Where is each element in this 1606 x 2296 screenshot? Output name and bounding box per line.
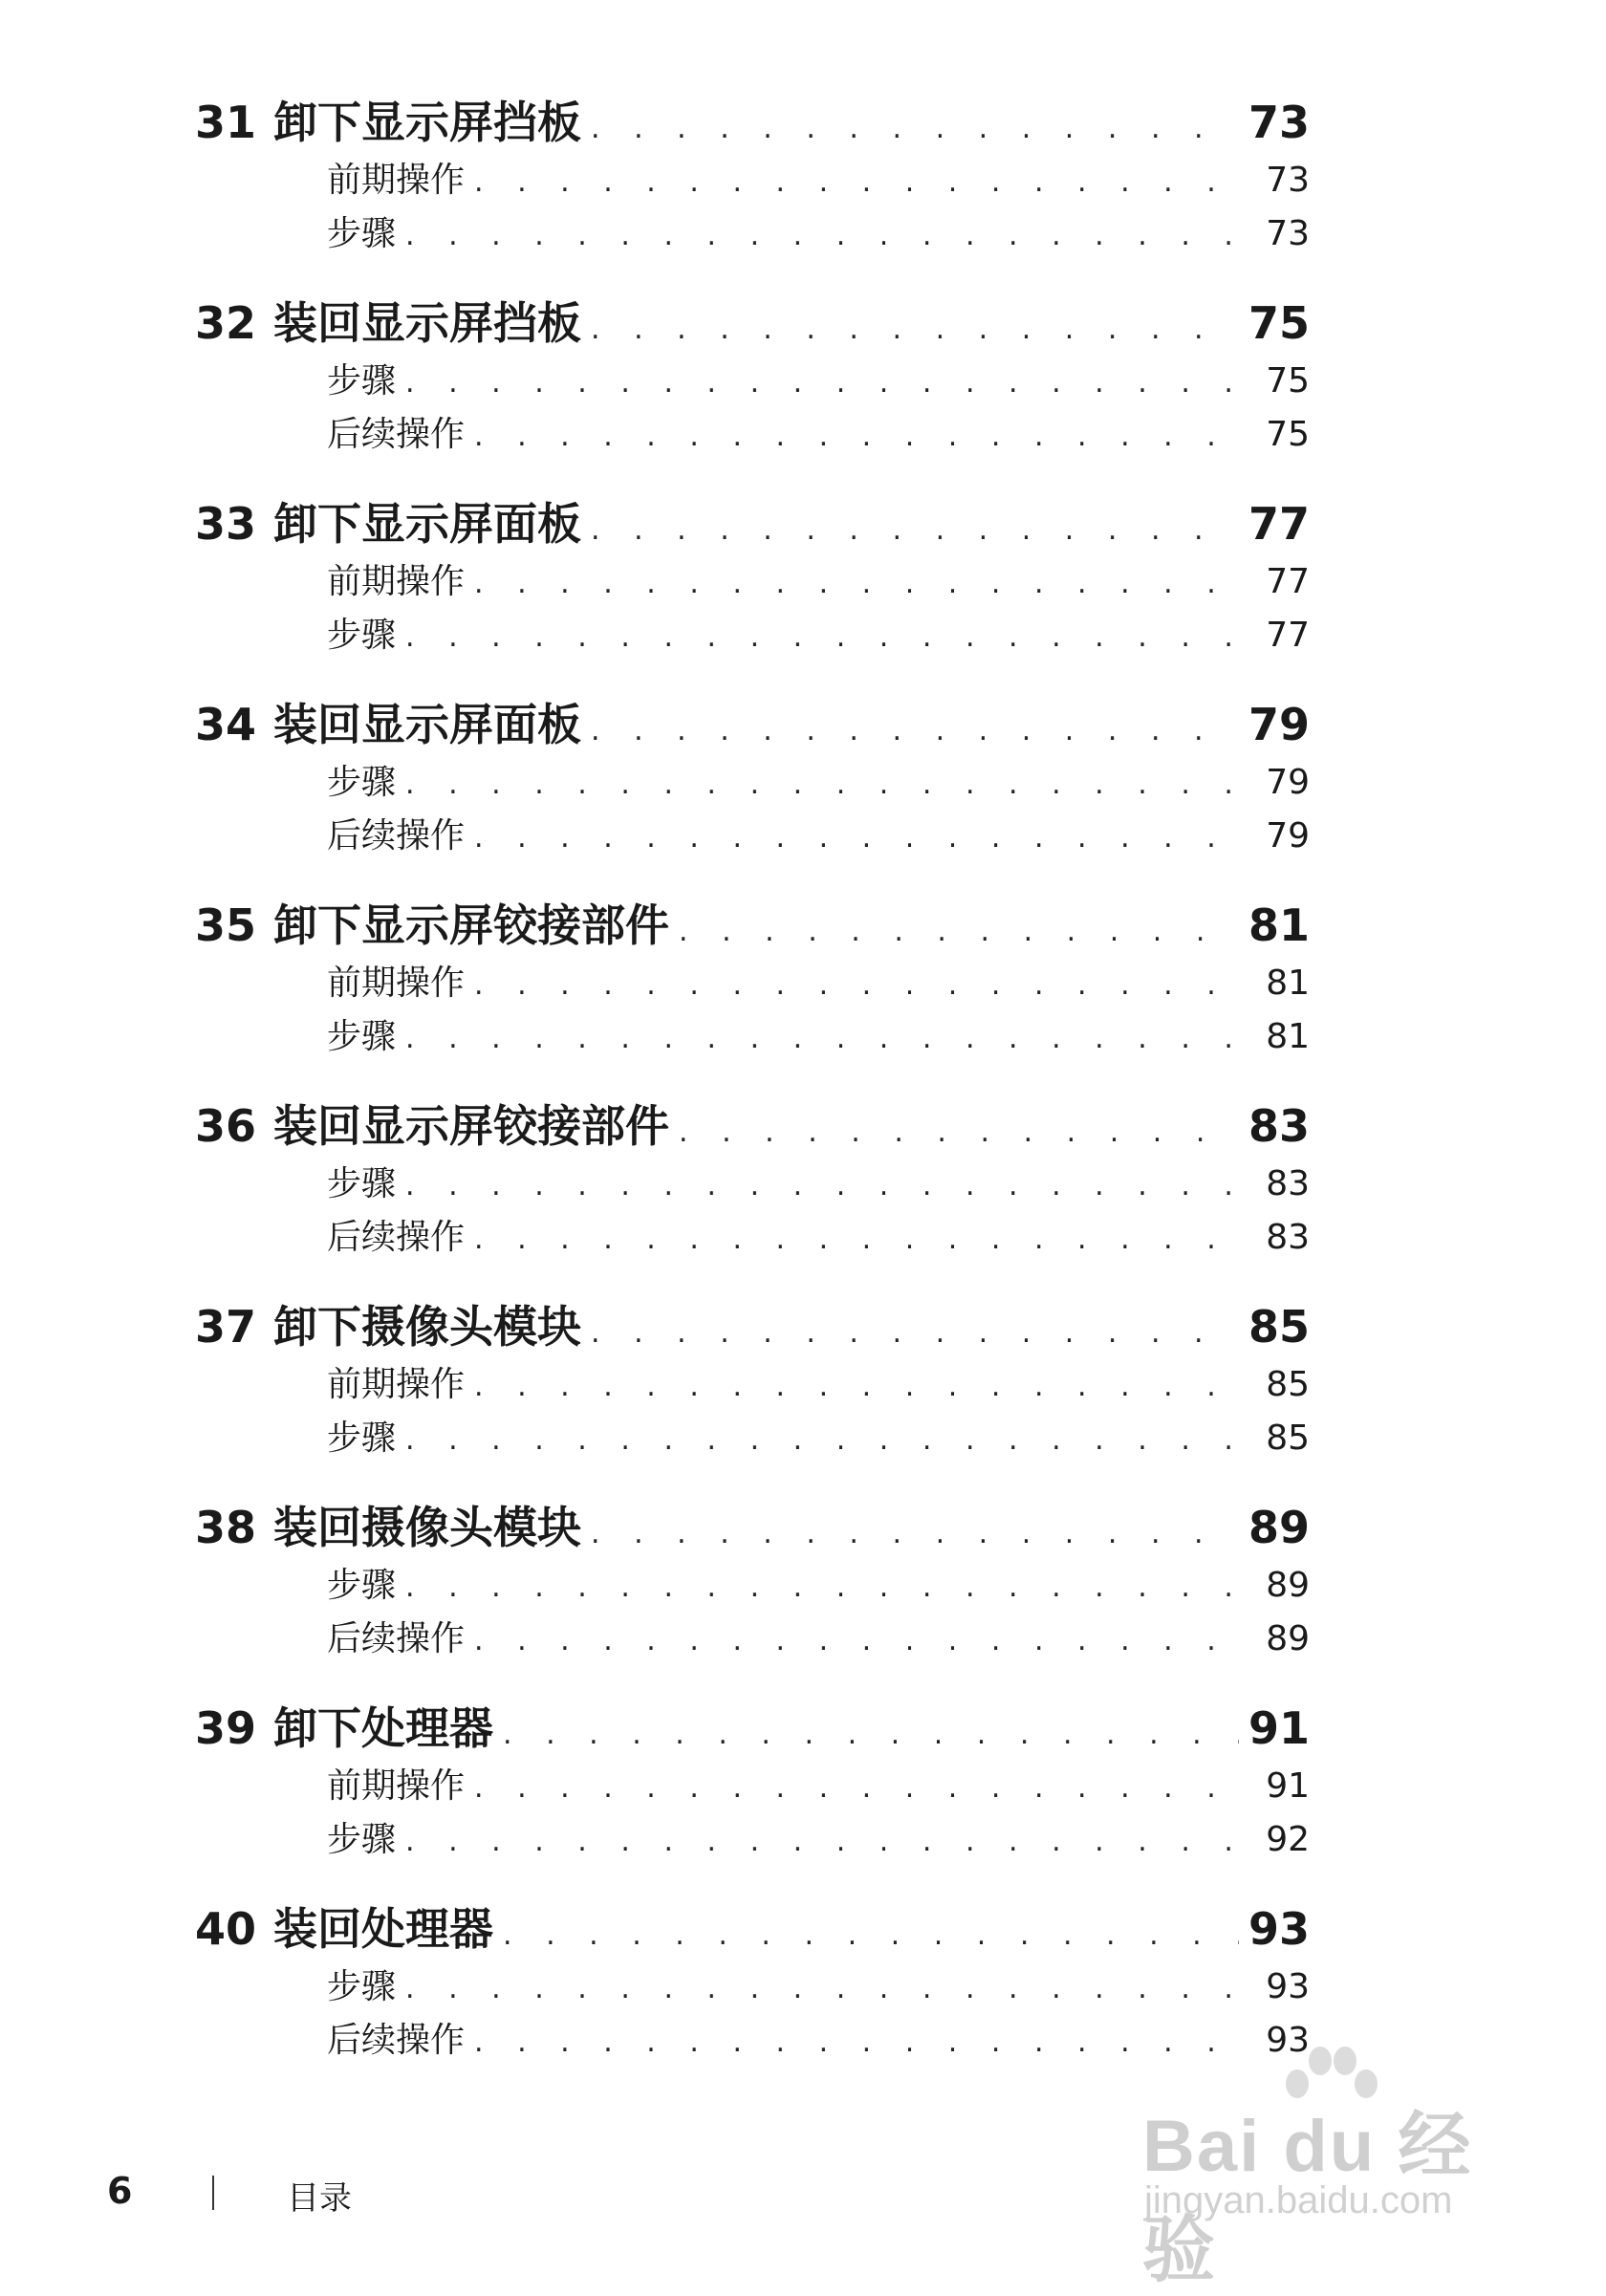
dot-leader [679,1116,1239,1149]
toc-sub-entry[interactable] [327,1812,1310,1860]
sub-entry-label: 步骤 [327,1419,397,1458]
dot-leader [474,1370,1247,1403]
dot-leader [474,1624,1247,1657]
chapter-number: 34 [195,699,257,747]
dot-leader [474,1223,1247,1256]
toc-sub-entry[interactable] [327,809,1310,856]
chapter-number: 38 [195,1502,257,1550]
sub-entry-label: 前期操作 [327,1365,466,1404]
toc-chapter-entry[interactable] [195,1895,1310,1952]
sub-entry-label: 步骤 [327,763,397,802]
chapter-title: 装回显示屏挡板 [273,297,581,346]
dot-leader [591,313,1239,346]
sub-entry-label: 步骤 [327,1566,397,1605]
toc-chapter [0,690,1606,891]
footer-section-title: 目录 [287,2179,352,2218]
dot-leader [405,1169,1247,1202]
sub-entry-label: 前期操作 [327,161,466,200]
sub-entry-page: 93 [1266,1967,1310,2006]
sub-entry-label: 后续操作 [327,816,466,856]
watermark-url: jingyan.baidu.com [1144,2179,1453,2221]
chapter-number: 35 [195,899,257,948]
chapter-title: 卸下显示屏面板 [273,498,581,547]
sub-entry-page: 85 [1266,1419,1310,1458]
sub-entry-page: 91 [1266,1766,1310,1806]
sub-entry-page: 73 [1266,214,1310,253]
toc-sub-entry[interactable] [327,956,1310,1004]
baidu-watermark [1142,2046,1544,2291]
chapter-page: 73 [1248,97,1310,145]
sub-entry-page: 77 [1266,616,1310,655]
toc-sub-entry[interactable] [327,1612,1310,1659]
chapter-number: 37 [195,1301,257,1350]
chapter-page: 89 [1248,1502,1310,1550]
toc-chapter-entry[interactable] [195,1292,1310,1350]
toc-chapter-entry[interactable] [195,1092,1310,1149]
sub-entry-page: 89 [1266,1566,1310,1605]
dot-leader [474,821,1247,855]
chapter-title: 装回摄像头模块 [273,1502,581,1550]
dot-leader [405,1423,1247,1457]
chapter-page: 79 [1248,699,1310,747]
toc-chapter [0,1694,1606,1895]
toc-sub-entry[interactable] [327,1157,1310,1204]
sub-entry-label: 步骤 [327,1164,397,1203]
dot-leader [591,714,1239,747]
toc-chapter-entry[interactable] [195,1493,1310,1550]
sub-entry-page: 92 [1266,1820,1310,1859]
dot-leader [405,620,1247,654]
dot-leader [474,420,1247,453]
toc-chapter [0,489,1606,690]
toc-sub-entry[interactable] [327,755,1310,803]
toc-sub-entry[interactable] [327,153,1310,201]
dot-leader [591,112,1239,145]
table-of-contents [0,88,1606,2095]
toc-chapter-entry[interactable] [195,289,1310,346]
chapter-page: 81 [1248,899,1310,948]
chapter-title: 卸下摄像头模块 [273,1301,581,1350]
chapter-title: 卸下处理器 [273,1702,493,1751]
sub-entry-page: 83 [1266,1164,1310,1203]
toc-chapter-entry[interactable] [195,1694,1310,1751]
dot-leader [405,366,1247,400]
sub-entry-label: 步骤 [327,214,397,253]
toc-sub-entry[interactable] [327,1960,1310,2007]
toc-chapter-entry[interactable] [195,489,1310,547]
dot-leader [474,2025,1247,2059]
sub-entry-page: 93 [1266,2021,1310,2060]
footer-page-number: 6 [107,2170,133,2212]
toc-sub-entry[interactable] [327,1759,1310,1807]
dot-leader [405,1972,1247,2005]
toc-chapter [0,891,1606,1092]
chapter-number: 32 [195,297,257,346]
chapter-page: 83 [1248,1100,1310,1149]
sub-entry-label: 前期操作 [327,562,466,601]
chapter-number: 40 [195,1903,257,1952]
sub-entry-label: 步骤 [327,1820,397,1859]
sub-entry-page: 81 [1266,1017,1310,1056]
sub-entry-label: 步骤 [327,1967,397,2006]
dot-leader [405,1825,1247,1858]
dot-leader [405,768,1247,801]
sub-entry-label: 后续操作 [327,1218,466,1257]
chapter-page: 77 [1248,498,1310,547]
toc-chapter [0,1493,1606,1694]
toc-sub-entry[interactable] [327,407,1310,455]
chapter-page: 91 [1248,1702,1310,1751]
toc-chapter [0,289,1606,489]
chapter-title: 装回处理器 [273,1903,493,1952]
dot-leader [591,1517,1239,1550]
toc-chapter [0,88,1606,289]
chapter-number: 36 [195,1100,257,1149]
sub-entry-label: 前期操作 [327,964,466,1003]
toc-chapter-entry[interactable] [195,891,1310,948]
toc-chapter [0,1092,1606,1292]
dot-leader [474,165,1247,199]
sub-entry-label: 步骤 [327,361,397,401]
dot-leader [503,1718,1239,1751]
sub-entry-page: 83 [1266,1218,1310,1257]
chapter-number: 39 [195,1702,257,1751]
chapter-title: 装回显示屏面板 [273,699,581,747]
toc-sub-entry[interactable] [327,1210,1310,1258]
sub-entry-label: 前期操作 [327,1766,466,1806]
toc-chapter [0,1292,1606,1493]
toc-sub-entry[interactable] [327,354,1310,401]
sub-entry-page: 77 [1266,562,1310,601]
sub-entry-page: 85 [1266,1365,1310,1404]
toc-sub-entry[interactable] [327,1411,1310,1459]
toc-sub-entry[interactable] [327,1558,1310,1606]
dot-leader [474,968,1247,1002]
toc-chapter-entry[interactable] [195,88,1310,145]
sub-entry-label: 步骤 [327,616,397,655]
chapter-number: 31 [195,97,257,145]
sub-entry-page: 79 [1266,763,1310,802]
sub-entry-page: 89 [1266,1619,1310,1658]
sub-entry-page: 73 [1266,161,1310,200]
toc-sub-entry[interactable] [327,206,1310,254]
sub-entry-label: 后续操作 [327,2021,466,2060]
sub-entry-label: 后续操作 [327,415,466,454]
chapter-page: 93 [1248,1903,1310,1952]
footer-divider [212,2176,214,2210]
dot-leader [591,513,1239,547]
chapter-title: 卸下显示屏挡板 [273,97,581,145]
sub-entry-label: 后续操作 [327,1619,466,1658]
chapter-title: 装回显示屏铰接部件 [273,1100,669,1149]
chapter-page: 85 [1248,1301,1310,1350]
dot-leader [591,1316,1239,1350]
toc-sub-entry[interactable] [327,608,1310,656]
chapter-page: 75 [1248,297,1310,346]
toc-sub-entry[interactable] [327,1357,1310,1405]
dot-leader [405,219,1247,252]
toc-chapter-entry[interactable] [195,690,1310,747]
chapter-number: 33 [195,498,257,547]
dot-leader [405,1022,1247,1055]
watermark-brand: Bai du 经验 [1142,2106,1473,2291]
sub-entry-page: 79 [1266,816,1310,856]
sub-entry-page: 75 [1266,415,1310,454]
dot-leader [474,1771,1247,1805]
dot-leader [503,1918,1239,1952]
toc-sub-entry[interactable] [327,1009,1310,1057]
dot-leader [679,915,1239,948]
chapter-title: 卸下显示屏铰接部件 [273,899,669,948]
sub-entry-label: 步骤 [327,1017,397,1056]
dot-leader [474,567,1247,600]
sub-entry-page: 81 [1266,964,1310,1003]
toc-sub-entry[interactable] [327,554,1310,602]
sub-entry-page: 75 [1266,361,1310,401]
dot-leader [405,1570,1247,1604]
